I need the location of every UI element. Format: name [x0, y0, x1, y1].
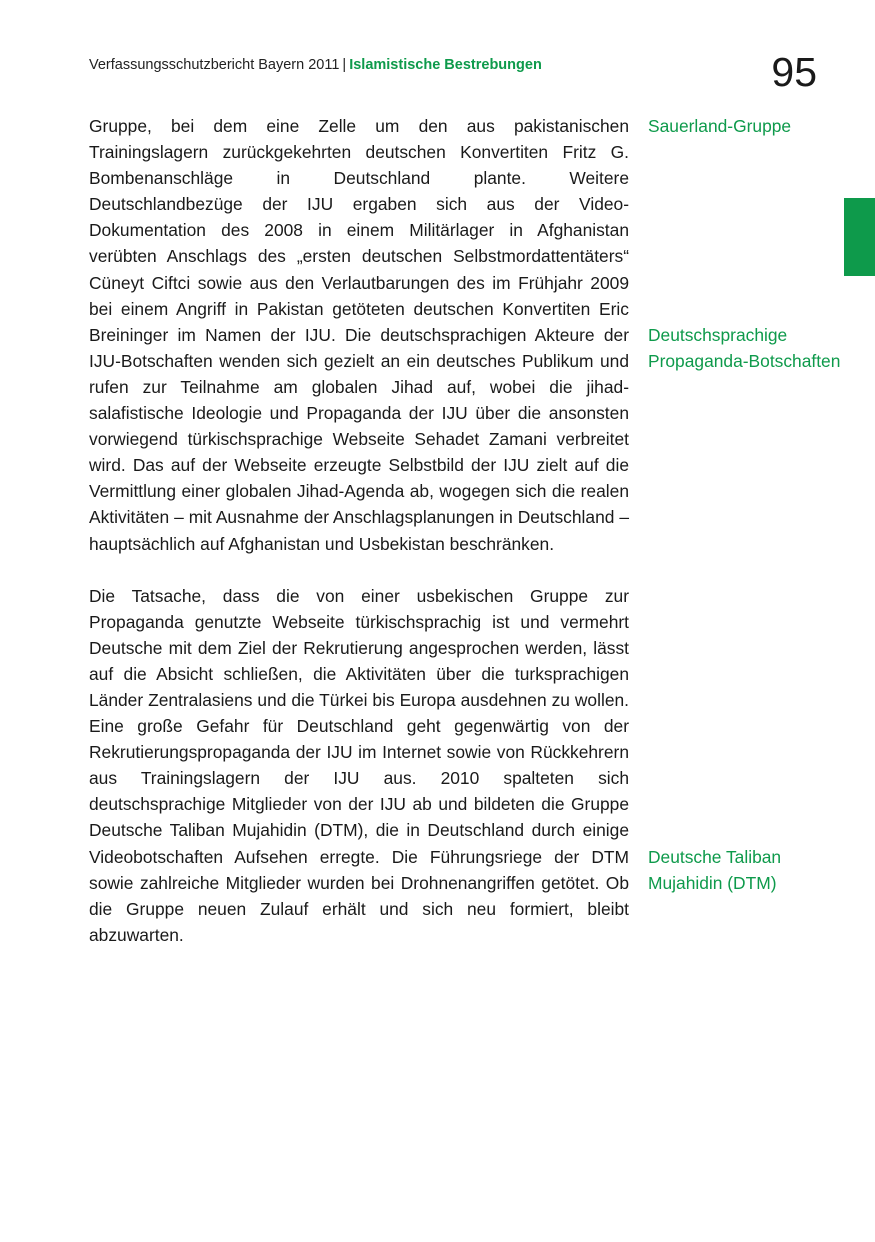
margin-note-propaganda: Deutschsprachige Propaganda-Botschaften — [648, 325, 841, 372]
paragraph: Gruppe, bei dem eine Zelle um den aus pakistanischen Trainingslagern zurückgekehrten deutschen Konvertiten Fritz G. Bombenanschläge in Deutschland plante. Weitere Deutschlandbezüge der IJU ergaben sich aus der Video-Dokumentation des 2008 in einem Militärlager in Afghanistan verübten Anschlags des „ersten deutschen Selbstmordattentäters“ Cüneyt Ciftci sowie aus den Verlautbarungen des im Frühjahr 2009 bei einem Angriff in Pakistan getöteten deutschen Konvertiten Eric Breininger im Namen der IJU. Die deutschsprachigen Akteure der IJU-Botschaften wenden sich gezielt an ein deutsches Publikum und rufen zur Teilnahme am globalen Jihad auf, wobei die jihad-salafistische Ideologie und Propaganda der IJU über die ansonsten vorwiegend türkischsprachige Webseite Sehadet Zamani verbreitet wird. Das auf der Webseite erzeugte Selbstbild der IJU zielt auf die Vermittlung einer globalen Jihad-Agenda ab, wogegen sich die realen Aktivitäten – mit Ausnahme der Anschlagsplanungen in Deutschland – hauptsächlich auf Afghanistan und Usbekistan beschränken. — [89, 116, 629, 554]
body-text — [89, 113, 629, 948]
chapter-tab-marker — [844, 198, 875, 276]
page-number: 95 — [771, 49, 817, 95]
margin-note-dtm: Deutsche Taliban Mujahidin (DTM) — [648, 847, 782, 894]
margin-note-sauerland: Sauerland-Gruppe — [648, 116, 792, 136]
publication-title: Verfassungsschutzbericht Bayern 2011 — [89, 57, 340, 73]
paragraph: Die Tatsache, dass die von einer usbekischen Gruppe zur Propaganda genutzte Webseite türkischsprachig ist und vermehrt Deutsche mit dem Ziel der Rekrutierung angesprochen werden, lässt auf die Absicht schließen, die Aktivitäten über die turksprachigen Länder Zentralasiens und die Türkei bis Europa ausdehnen zu wollen. Eine große Gefahr für Deutschland geht gegenwärtig von der Rekrutierungspropaganda der IJU im Internet sowie von Rückkehrern aus Trainingslagern der IJU aus. 2010 spalteten sich deutschsprachige Mitglieder von der IJU ab und bildeten die Gruppe Deutsche Taliban Mujahidin (DTM), die in Deutschland durch einige Videobotschaften Aufsehen erregte. Die Führungsriege der DTM sowie zahlreiche Mitglieder wurden bei Drohnenangriffen getötet. Ob die Gruppe neuen Zulauf erhält und sich neu formiert, bleibt abzuwarten. — [89, 585, 629, 945]
header-separator: | — [342, 57, 347, 73]
running-header — [89, 57, 542, 73]
section-title: Islamistische Bestrebungen — [349, 57, 542, 73]
